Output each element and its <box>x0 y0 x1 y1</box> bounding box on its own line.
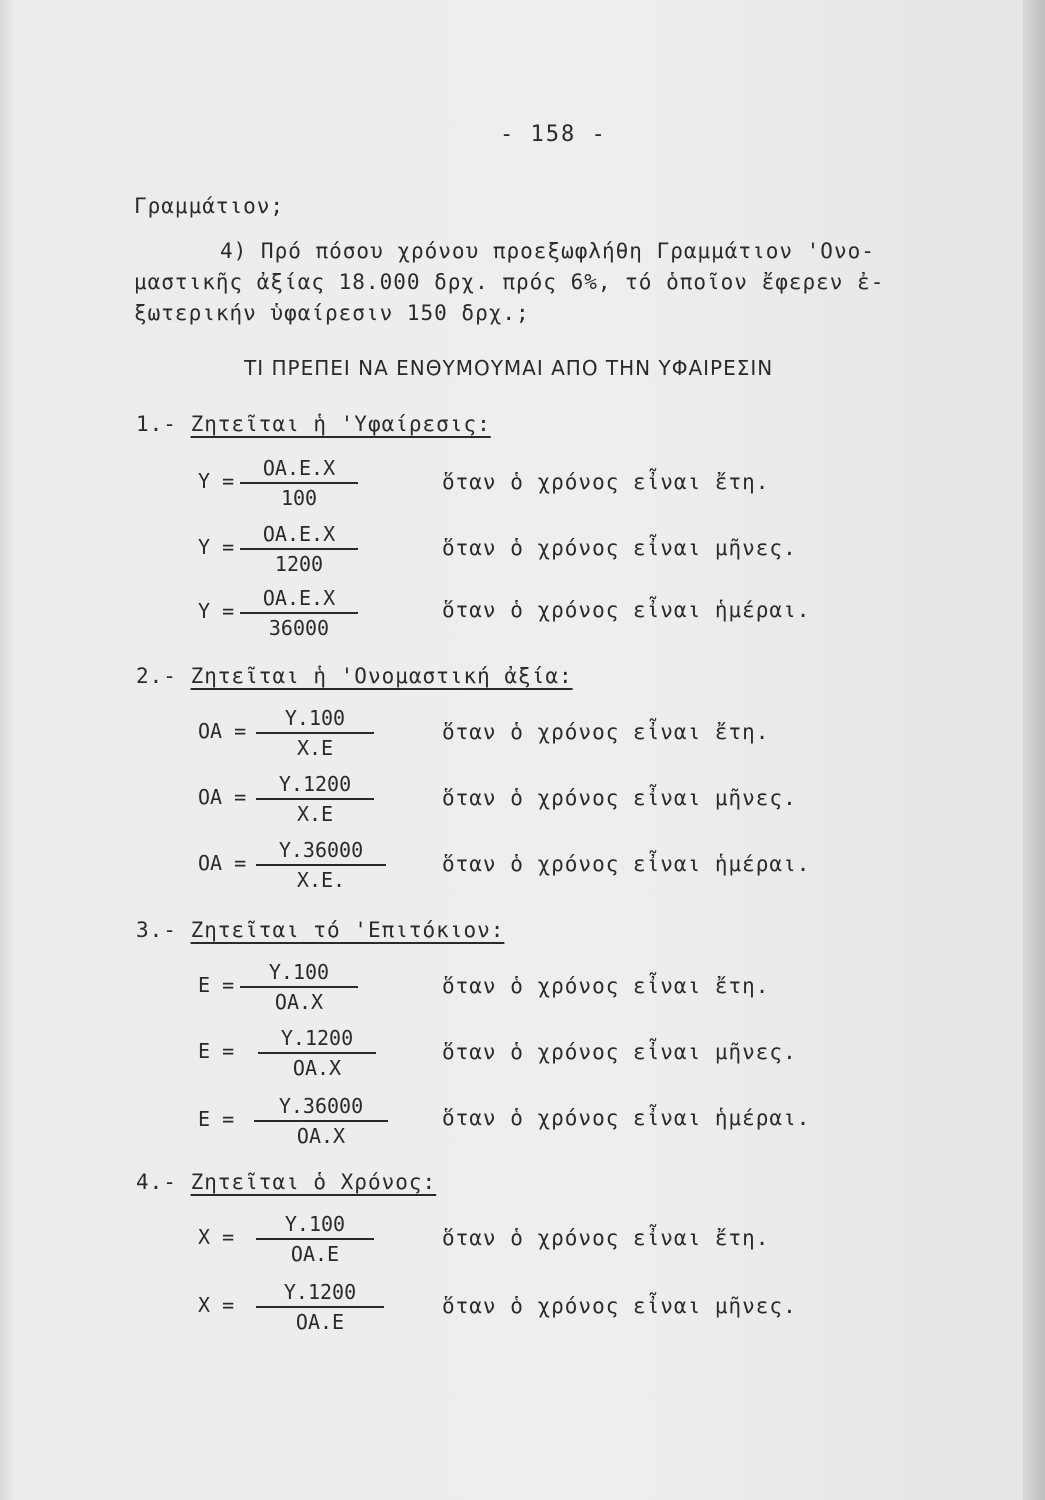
denominator: ΟΑ.Χ <box>292 1055 342 1080</box>
problem-line-3: ξωτερικήν ὑφαίρεσιν 150 δρχ.; <box>134 301 530 325</box>
fraction <box>256 772 374 826</box>
fraction-bar <box>256 864 386 866</box>
denominator: ΟΑ.Χ <box>296 1123 346 1148</box>
fraction-bar <box>256 732 374 734</box>
fraction <box>254 1094 388 1148</box>
section-heading: ΤΙ ΠΡΕΠΕΙ ΝΑ ΕΝΘΥΜΟΥΜΑΙ ΑΠΟ ΤΗΝ ΥΦΑΙΡΕΣΙΝ <box>244 356 774 380</box>
numerator: Υ.100 <box>268 960 330 984</box>
fraction <box>240 522 358 576</box>
formula-lhs: Ε = <box>198 1107 235 1131</box>
condition: ὅταν ὁ χρόνος εἶναι μῆνες. <box>442 1294 797 1318</box>
fraction <box>256 706 374 760</box>
fraction <box>256 1212 374 1266</box>
problem-line-1: 4) Πρό πόσου χρόνου προεξωφλήθη Γραμμάτιον 'Ονο- <box>220 239 875 263</box>
denominator: Χ.Ε. <box>296 867 346 892</box>
formula-lhs: ΟΑ = <box>198 719 247 743</box>
formula-lhs: Υ = <box>198 535 235 559</box>
section-4-title <box>136 1170 436 1194</box>
page-number: - 158 - <box>500 122 607 147</box>
section-1-title <box>136 412 491 436</box>
fraction-bar <box>258 1052 376 1054</box>
section-title: Ζητεῖται τό 'Επιτόκιον: <box>190 918 505 942</box>
fraction-bar <box>240 986 358 988</box>
numerator: Υ.1200 <box>278 772 352 796</box>
section-title: Ζητεῖται ἡ 'Ονομαστική ἀξία: <box>190 664 573 688</box>
fraction-bar <box>256 1306 384 1308</box>
numerator: ΟΑ.Ε.Χ <box>262 522 336 546</box>
fraction <box>240 456 358 510</box>
formula-lhs: Χ = <box>198 1293 235 1317</box>
condition: ὅταν ὁ χρόνος εἶναι ἡμέραι. <box>442 852 811 876</box>
condition: ὅταν ὁ χρόνος εἶναι ἔτη. <box>442 974 770 998</box>
section-number: 2.- <box>136 664 177 688</box>
numerator: Υ.1200 <box>283 1280 357 1304</box>
condition: ὅταν ὁ χρόνος εἶναι μῆνες. <box>442 786 797 810</box>
denominator: 100 <box>280 485 318 510</box>
formula-lhs: Ε = <box>198 1039 235 1063</box>
denominator: ΟΑ.Ε <box>290 1241 340 1266</box>
fraction <box>258 1026 376 1080</box>
denominator: Χ.Ε <box>296 801 334 826</box>
fraction-bar <box>240 612 358 614</box>
condition: ὅταν ὁ χρόνος εἶναι ἔτη. <box>442 1226 770 1250</box>
fraction <box>256 1280 384 1334</box>
numerator: Υ.36000 <box>278 838 364 862</box>
denominator: 36000 <box>268 615 330 640</box>
fraction-bar <box>256 1238 374 1240</box>
denominator: 1200 <box>274 551 324 576</box>
section-2-title <box>136 664 573 688</box>
intro-word: Γραμμάτιον; <box>134 194 285 218</box>
formula-lhs: Υ = <box>198 599 235 623</box>
numerator: Υ.1200 <box>280 1026 354 1050</box>
page-edge <box>1023 0 1045 1500</box>
section-3-title <box>136 918 504 942</box>
fraction-bar <box>240 482 358 484</box>
condition: ὅταν ὁ χρόνος εἶναι ἔτη. <box>442 470 770 494</box>
condition: ὅταν ὁ χρόνος εἶναι μῆνες. <box>442 536 797 560</box>
fraction <box>240 960 358 1014</box>
section-title: Ζητεῖται ἡ 'Υφαίρεσις: <box>190 412 491 436</box>
numerator: Υ.100 <box>284 1212 346 1236</box>
fraction-bar <box>254 1120 388 1122</box>
numerator: ΟΑ.Ε.Χ <box>262 456 336 480</box>
condition: ὅταν ὁ χρόνος εἶναι ἡμέραι. <box>442 598 811 622</box>
fraction <box>240 586 358 640</box>
numerator: Υ.36000 <box>278 1094 364 1118</box>
section-number: 1.- <box>136 412 177 436</box>
fraction <box>256 838 386 892</box>
fraction-bar <box>256 798 374 800</box>
problem-paragraph <box>134 236 1014 329</box>
section-title: Ζητεῖται ὁ Χρόνος: <box>190 1170 437 1194</box>
numerator: Υ.100 <box>284 706 346 730</box>
problem-line-2: μαστικῆς ἀξίας 18.000 δρχ. πρός 6%, τό ὁποῖον ἔφερεν ἐ- <box>134 270 885 294</box>
fraction-bar <box>240 548 358 550</box>
formula-lhs: Υ = <box>198 469 235 493</box>
formula-lhs: Χ = <box>198 1225 235 1249</box>
formula-lhs: ΟΑ = <box>198 851 247 875</box>
condition: ὅταν ὁ χρόνος εἶναι μῆνες. <box>442 1040 797 1064</box>
section-number: 4.- <box>136 1170 177 1194</box>
formula-lhs: ΟΑ = <box>198 785 247 809</box>
denominator: ΟΑ.Χ <box>274 989 324 1014</box>
denominator: ΟΑ.Ε <box>295 1309 345 1334</box>
numerator: ΟΑ.Ε.Χ <box>262 586 336 610</box>
denominator: Χ.Ε <box>296 735 334 760</box>
condition: ὅταν ὁ χρόνος εἶναι ἡμέραι. <box>442 1106 811 1130</box>
condition: ὅταν ὁ χρόνος εἶναι ἔτη. <box>442 720 770 744</box>
section-number: 3.- <box>136 918 177 942</box>
formula-lhs: Ε = <box>198 973 235 997</box>
